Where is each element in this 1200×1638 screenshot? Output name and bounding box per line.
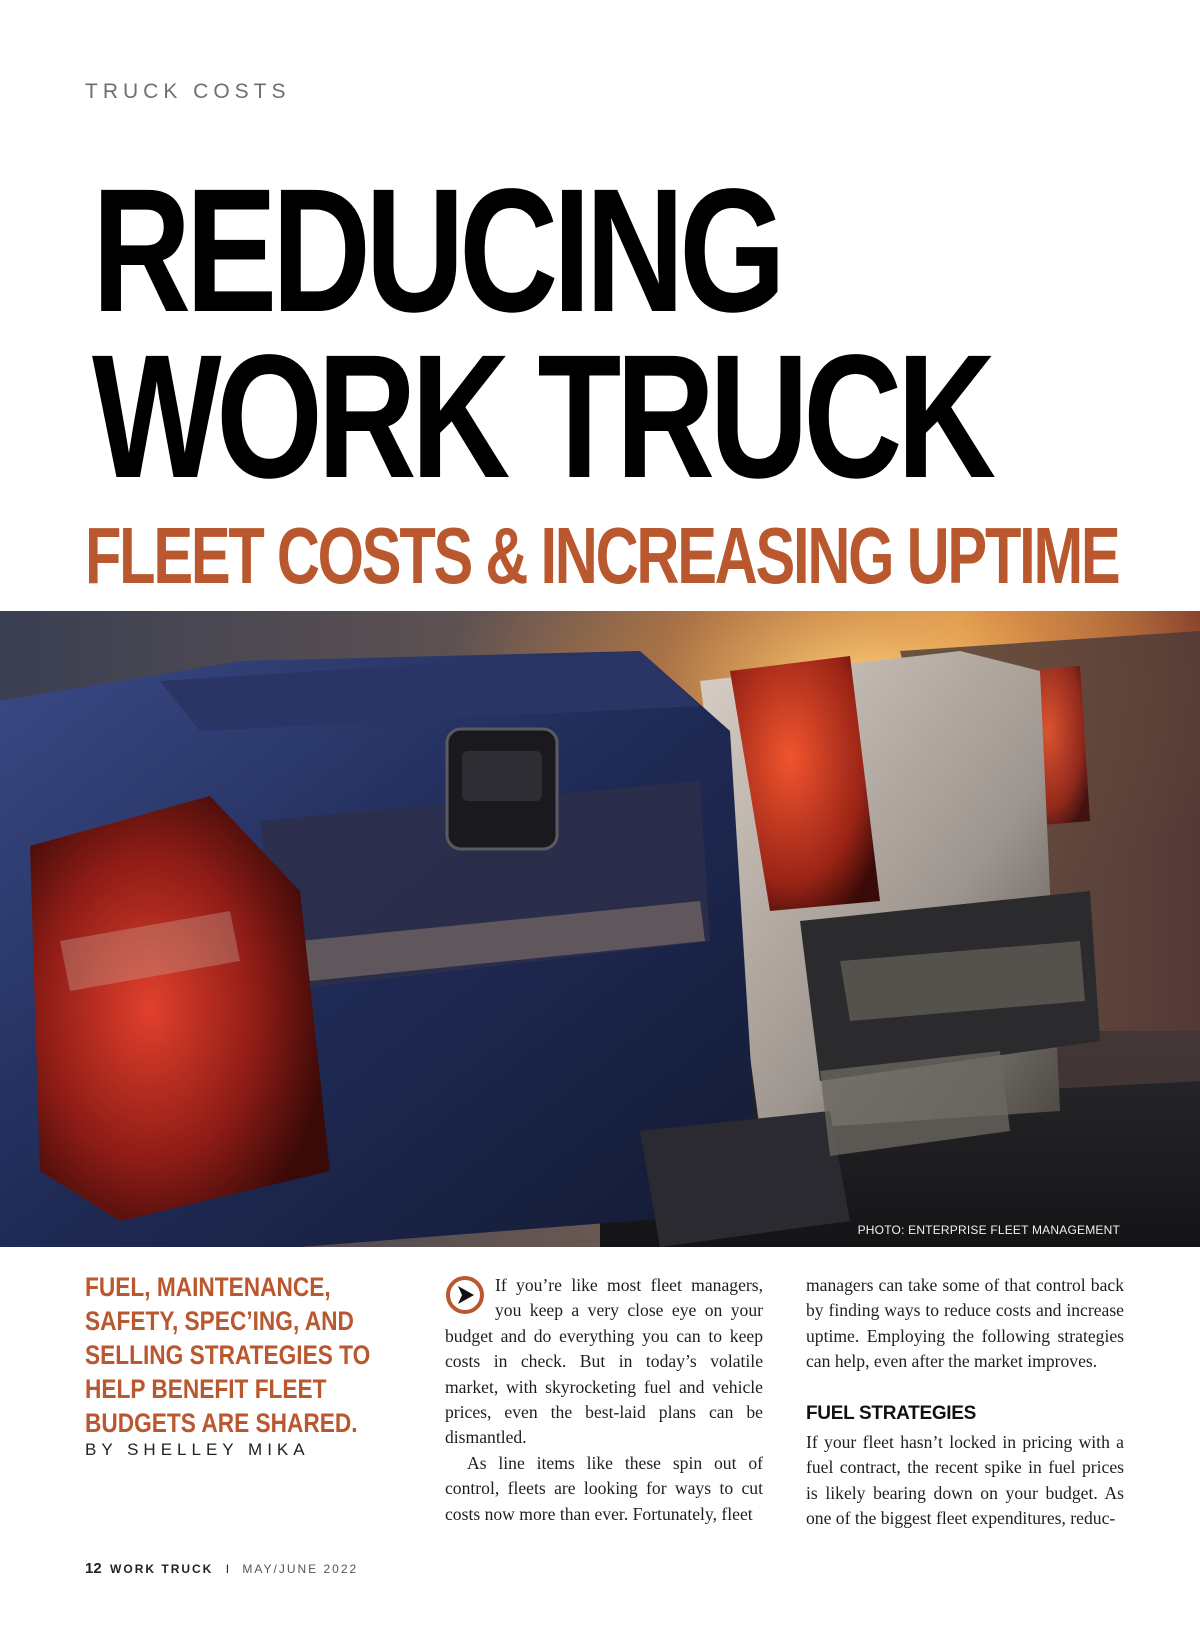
body-paragraph-1: If you’re like most fleet managers, you keep a very close eye on your budget and do everything you can to keep costs in check. But in today’s volatile market, with skyrocketing fuel and vehicle prices, even the best-laid plans can be dismantled. — [445, 1275, 763, 1448]
issue-date: MAY/JUNE 2022 — [242, 1562, 359, 1576]
photo-credit: PHOTO: ENTERPRISE FLEET MANAGEMENT — [857, 1223, 1120, 1237]
headline-line-1: REDUCING — [92, 153, 781, 349]
body-column-1 — [445, 1273, 763, 1527]
page-footer — [85, 1560, 358, 1577]
magazine-name: WORK TRUCK — [110, 1562, 214, 1576]
truck-tailgate-photo — [0, 611, 1200, 1247]
footer-separator: I — [225, 1562, 231, 1576]
page-number: 12 — [85, 1560, 102, 1577]
byline: BY SHELLEY MIKA — [85, 1440, 310, 1459]
fuel-strategies-heading: FUEL STRATEGIES — [806, 1402, 977, 1424]
headline — [92, 153, 991, 515]
article-deck: FUEL, MAINTENANCE, SAFETY, SPEC’ING, AND SELLING STRATEGIES TO HELP BENEFIT FLEET BUDGETS ARE SHARED. — [85, 1272, 371, 1438]
arrow-circle-icon — [445, 1275, 485, 1315]
section-label: TRUCK COSTS — [85, 80, 291, 103]
body-paragraph-3: If your fleet hasn’t locked in pricing with a fuel contract, the recent spike in fuel prices is likely bearing down on your budget. As one of the biggest fleet expenditures, reduc- — [806, 1432, 1124, 1529]
body-paragraph-2-continued: managers can take some of that control back by finding ways to reduce costs and increase uptime. Employing the following strategies can help, even after the market improves. — [806, 1275, 1124, 1372]
headline-line-2: WORK TRUCK — [92, 319, 991, 515]
subheadline: FLEET COSTS & INCREASING UPTIME — [85, 511, 1119, 600]
hero-photo — [0, 611, 1200, 1247]
body-column-2 — [806, 1273, 1124, 1532]
body-paragraph-2: As line items like these spin out of control, fleets are looking for ways to cut costs now more than ever. Fortunately, fleet — [445, 1452, 763, 1524]
